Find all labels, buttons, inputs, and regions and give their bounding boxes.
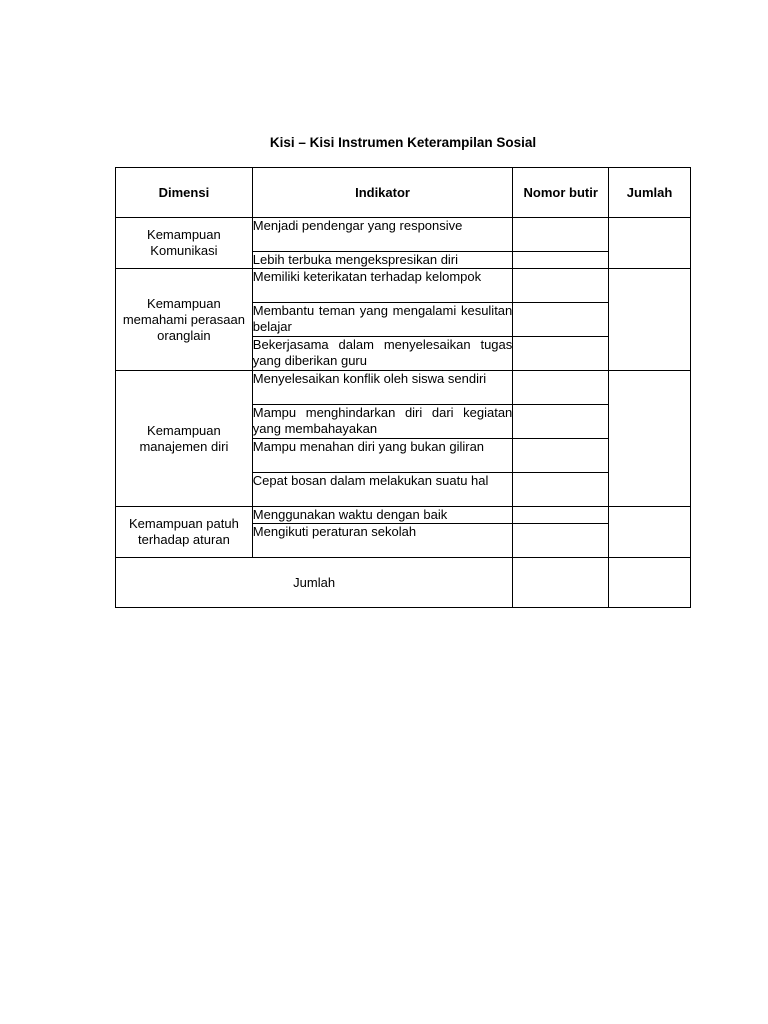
kisi-instrumen-table [115, 167, 691, 608]
jumlah-cell [609, 269, 691, 371]
header-dimensi: Dimensi [116, 168, 253, 218]
total-label: Jumlah [116, 558, 513, 608]
indikator-cell: Mengikuti peraturan sekolah [252, 524, 512, 558]
total-row [116, 558, 691, 608]
indikator-cell: Bekerjasama dalam menyelesaikan tugas yang diberikan guru [252, 337, 512, 371]
nomor-butir-cell [513, 337, 609, 371]
header-nomor-butir: Nomor butir [513, 168, 609, 218]
indikator-cell: Menjadi pendengar yang responsive [252, 218, 512, 252]
nomor-butir-cell [513, 507, 609, 524]
table-header-row [116, 168, 691, 218]
indikator-cell: Mampu menghindarkan diri dari kegiatan yang membahayakan [252, 405, 512, 439]
dimensi-cell: Kemampuan Komunikasi [116, 218, 253, 269]
dimensi-cell: Kemampuan manajemen diri [116, 371, 253, 507]
table-row [116, 507, 691, 524]
nomor-butir-cell [513, 524, 609, 558]
jumlah-cell [609, 218, 691, 269]
dimensi-cell: Kemampuan memahami perasaan oranglain [116, 269, 253, 371]
indikator-cell: Memiliki keterikatan terhadap kelompok [252, 269, 512, 303]
nomor-butir-cell [513, 405, 609, 439]
nomor-butir-cell [513, 218, 609, 252]
jumlah-cell [609, 507, 691, 558]
nomor-butir-cell [513, 269, 609, 303]
header-indikator: Indikator [252, 168, 512, 218]
nomor-butir-cell [513, 371, 609, 405]
table-row [116, 371, 691, 405]
indikator-cell: Cepat bosan dalam melakukan suatu hal [252, 473, 512, 507]
nomor-butir-cell [513, 473, 609, 507]
indikator-cell: Menyelesaikan konflik oleh siswa sendiri [252, 371, 512, 405]
indikator-cell: Menggunakan waktu dengan baik [252, 507, 512, 524]
indikator-cell: Mampu menahan diri yang bukan giliran [252, 439, 512, 473]
table-row [116, 269, 691, 303]
table-row [116, 218, 691, 252]
jumlah-cell [609, 371, 691, 507]
total-nomor-butir-cell [513, 558, 609, 608]
indikator-cell: Membantu teman yang mengalami kesulitan belajar [252, 303, 512, 337]
header-jumlah: Jumlah [609, 168, 691, 218]
dimensi-cell: Kemampuan patuh terhadap aturan [116, 507, 253, 558]
nomor-butir-cell [513, 303, 609, 337]
document-title: Kisi – Kisi Instrumen Keterampilan Sosial [269, 135, 537, 150]
nomor-butir-cell [513, 439, 609, 473]
nomor-butir-cell [513, 252, 609, 269]
total-jumlah-cell [609, 558, 691, 608]
indikator-cell: Lebih terbuka mengekspresikan diri [252, 252, 512, 269]
